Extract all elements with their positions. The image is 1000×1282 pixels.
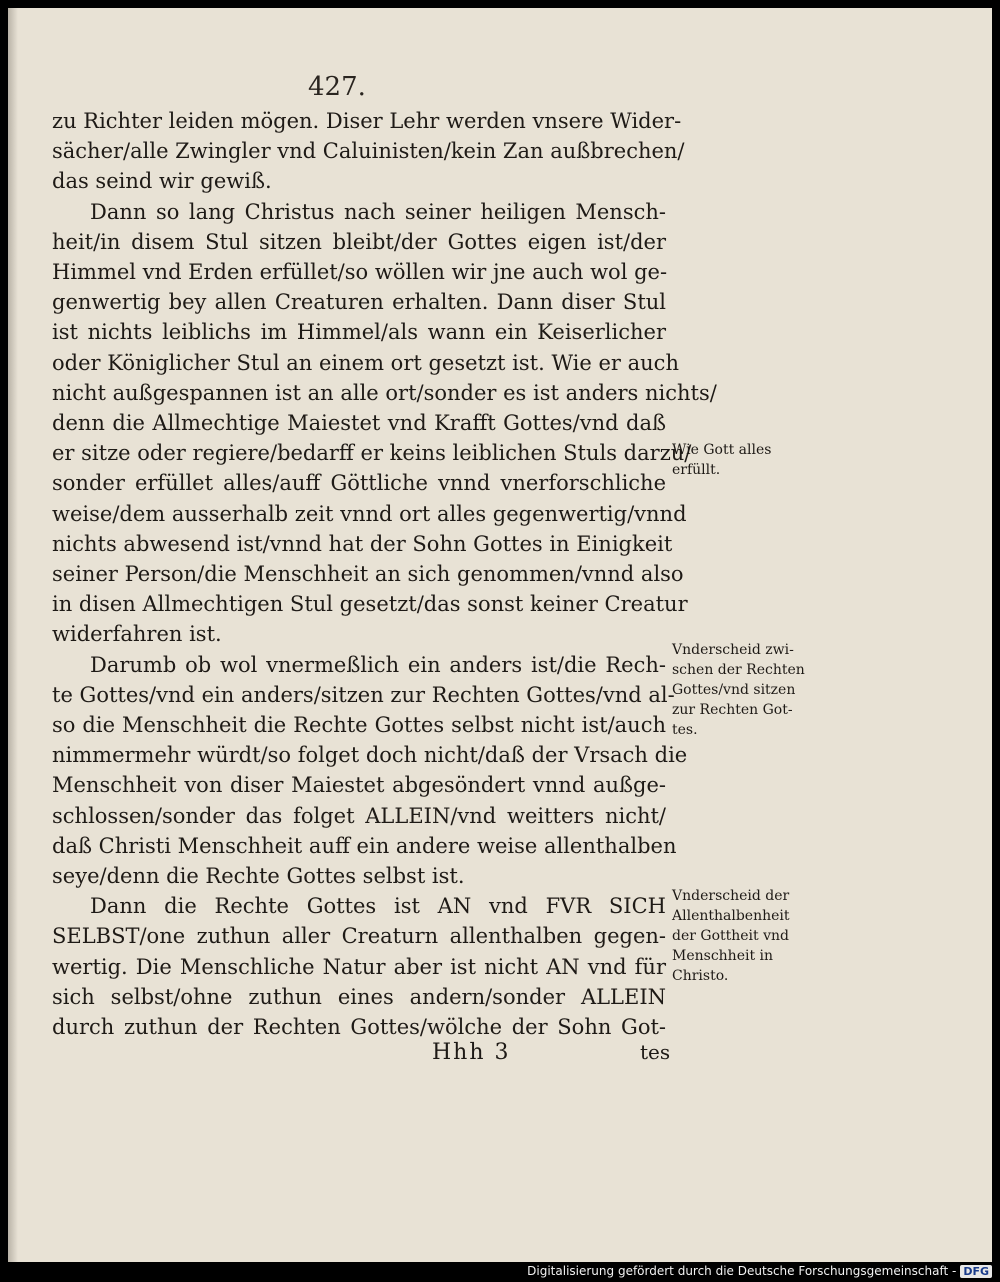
margin-note-line: schen der Rechten (672, 662, 805, 678)
text-line: durch zuthun der Rechten Gottes/wölche der Sohn Got- (52, 1015, 666, 1040)
paragraph-1 (52, 106, 685, 197)
signature-mark: Hhh 3 (432, 1040, 511, 1065)
margin-note-line: Vnderscheid zwi- (672, 642, 794, 658)
text-line: weise/dem ausserhalb zeit vnnd ort alles gegenwertig/vnnd (52, 501, 687, 526)
text-line: heit/in disem Stul sitzen bleibt/der Gottes eigen ist/der (52, 229, 666, 254)
text-line: sächer/alle Zwingler vnd Caluinisten/kein Zan außbrechen/ (52, 139, 685, 164)
margin-note-line: erfüllt. (672, 462, 721, 478)
text-line: SELBST/one zuthun aller Creaturn allenthalben gegen- (52, 924, 666, 949)
text-line: nimmermehr würdt/so folget doch nicht/daß der Vrsach die (52, 743, 688, 768)
margin-note-3 (672, 886, 790, 986)
margin-note-line: Wie Gott alles (672, 442, 772, 458)
text-line: nichts abwesend ist/vnnd hat der Sohn Gottes in Einigkeit (52, 531, 673, 556)
text-line: Menschheit von diser Maiestet abgesöndert vnnd außge- (52, 773, 666, 798)
paragraph-4 (52, 891, 666, 1042)
margin-note-2 (672, 640, 805, 740)
margin-note-line: Allenthalbenheit (672, 908, 790, 924)
text-line: ist nichts leiblichs im Himmel/als wann ein Keiserlicher (52, 320, 666, 345)
text-line: in disen Allmechtigen Stul gesetzt/das sonst keiner Creatur (52, 592, 688, 617)
margin-note-line: Gottes/vnd sitzen (672, 682, 796, 698)
paragraph-3 (52, 650, 688, 892)
text-line: Dann so lang Christus nach seiner heiligen Mensch- (90, 199, 666, 224)
text-line: er sitze oder regiere/bedarff er keins leiblichen Stuls darzu/ (52, 441, 692, 466)
book-page (8, 8, 992, 1262)
margin-note-line: tes. (672, 722, 698, 738)
page-fold-shadow (8, 8, 18, 1262)
text-line: Dann die Rechte Gottes ist AN vnd FVR SICH (90, 894, 666, 919)
text-line: so die Menschheit die Rechte Gottes selbst nicht ist/auch (52, 713, 666, 738)
text-line: nicht außgespannen ist an alle ort/sonder es ist anders nichts/ (52, 380, 717, 405)
text-line: genwertig bey allen Creaturen erhalten. Dann diser Stul (52, 290, 666, 315)
margin-note-line: Christo. (672, 968, 729, 984)
text-line: widerfahren ist. (52, 622, 222, 647)
text-line: schlossen/sonder das folget ALLEIN/vnd weitters nicht/ (52, 803, 666, 828)
text-line: daß Christi Menschheit auff ein andere weise allenthalben (52, 833, 677, 858)
text-line: wertig. Die Menschliche Natur aber ist nicht AN vnd für (52, 954, 666, 979)
text-line: te Gottes/vnd ein anders/sitzen zur Rechten Gottes/vnd al- (52, 682, 675, 707)
text-line: sich selbst/ohne zuthun eines andern/sonder ALLEIN (52, 984, 666, 1009)
text-line: das seind wir gewiß. (52, 169, 272, 194)
dfg-logo-icon: DFG (960, 1265, 992, 1278)
footer-text: Digitalisierung gefördert durch die Deutsche Forschungsgemeinschaft - (527, 1264, 957, 1278)
margin-note-line: der Gottheit vnd (672, 928, 789, 944)
margin-note-1 (672, 440, 771, 480)
text-line: sonder erfüllet alles/auff Göttliche vnnd vnerforschliche (52, 471, 666, 496)
text-line: seiner Person/die Menschheit an sich genommen/vnnd also (52, 562, 684, 587)
digitization-footer (527, 1262, 992, 1280)
text-line: seye/denn die Rechte Gottes selbst ist. (52, 864, 465, 889)
margin-note-line: Vnderscheid der (672, 888, 790, 904)
text-line: oder Königlicher Stul an einem ort gesetzt ist. Wie er auch (52, 350, 679, 375)
text-line: Himmel vnd Erden erfüllet/so wöllen wir jne auch wol ge- (52, 260, 668, 285)
text-line: zu Richter leiden mögen. Diser Lehr werden vnsere Wider- (52, 109, 682, 133)
text-line: denn die Allmechtige Maiestet vnd Krafft Gottes/vnd daß (52, 411, 666, 436)
text-line: Darumb ob wol vnermeßlich ein anders ist/die Rech- (90, 652, 666, 677)
page-number: 427. (308, 72, 366, 102)
margin-note-line: zur Rechten Got- (672, 702, 793, 718)
margin-note-line: Menschheit in (672, 948, 774, 964)
catchword: tes (640, 1040, 671, 1064)
